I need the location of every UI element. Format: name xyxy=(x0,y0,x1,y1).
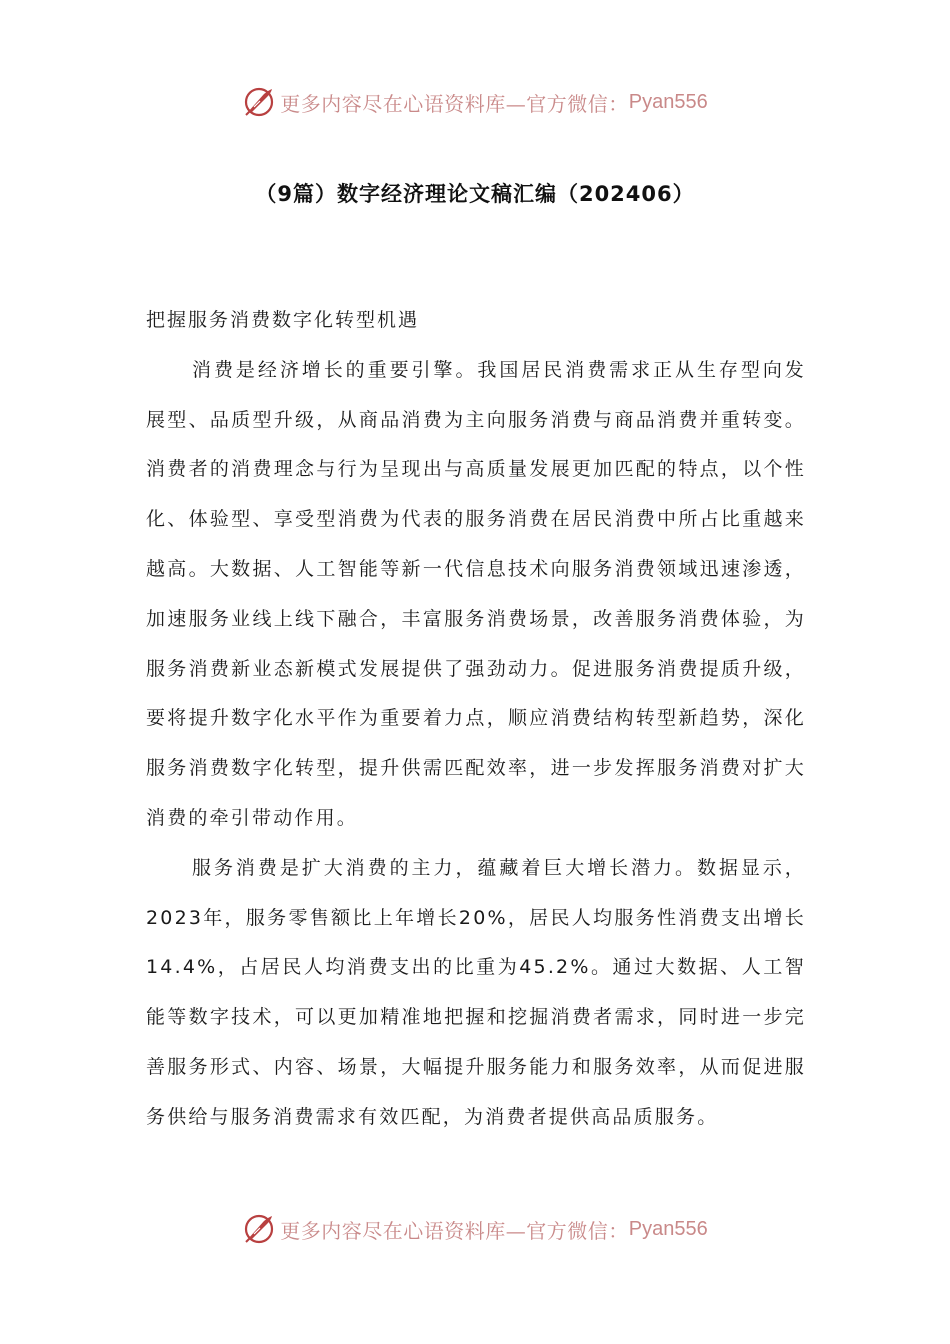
watermark-text: 更多内容尽在心语资料库—官方微信： xyxy=(280,91,629,116)
quill-pen-logo-icon xyxy=(242,85,276,119)
watermark-wechat-id: Pyan556 xyxy=(628,90,708,113)
document-title: （9篇）数字经济理论文稿汇编（202406） xyxy=(255,182,695,206)
watermark-wechat-id: Pyan556 xyxy=(628,1217,708,1240)
watermark-banner-bottom xyxy=(0,1209,950,1249)
watermark-text: 更多内容尽在心语资料库—官方微信： xyxy=(280,1218,629,1243)
document-body xyxy=(146,296,806,1143)
body-paragraph: 服务消费是扩大消费的主力，蕴藏着巨大增长潜力。数据显示，2023年，服务零售额比上年增长20%，居民人均服务性消费支出增长14.4%，占居民人均消费支出的比重为45.2%。通过大数据、人工智能等数字技术，可以更加精准地把握和挖掘消费者需求，同时进一步完善服务形式、内容、场景，大幅提升服务能力和服务效率，从而促进服务供给与服务消费需求有效匹配，为消费者提供高品质服务。 xyxy=(146,856,806,1128)
quill-pen-logo-icon xyxy=(242,1212,276,1246)
body-paragraph: 消费是经济增长的重要引擎。我国居民消费需求正从生存型向发展型、品质型升级，从商品消费为主向服务消费与商品消费并重转变。消费者的消费理念与行为呈现出与高质量发展更加匹配的特点，以个性化、体验型、享受型消费为代表的服务消费在居民消费中所占比重越来越高。大数据、人工智能等新一代信息技术向服务消费领域迅速渗透，加速服务业线上线下融合，丰富服务消费场景，改善服务消费体验，为服务消费新业态新模式发展提供了强劲动力。促进服务消费提质升级，要将提升数字化水平作为重要着力点，顺应消费结构转型新趋势，深化服务消费数字化转型，提升供需匹配效率，进一步发挥服务消费对扩大消费的牵引带动作用。 xyxy=(146,358,806,829)
section-heading: 把握服务消费数字化转型机遇 xyxy=(146,309,420,331)
watermark-banner-top xyxy=(0,82,950,122)
